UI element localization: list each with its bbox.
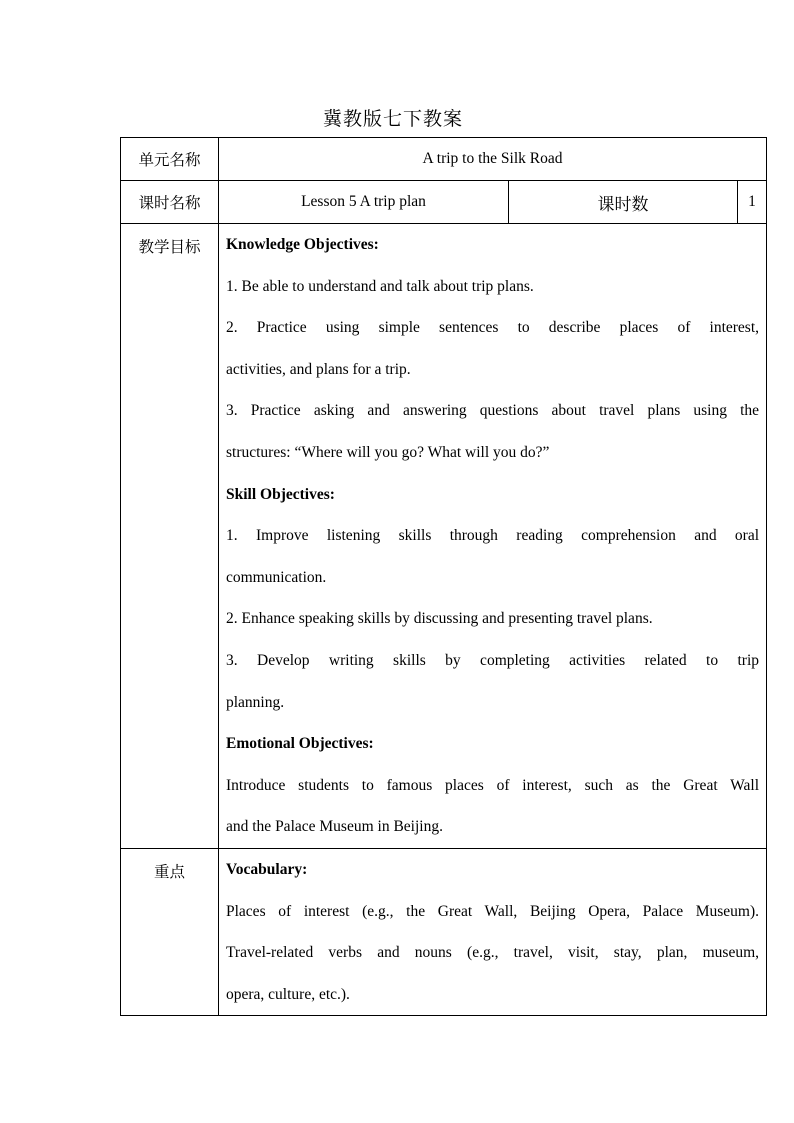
skill-item-1-line-2: communication. (226, 568, 327, 586)
key-points-row (121, 848, 767, 1015)
emotional-item-line-2: and the Palace Museum in Beijing. (226, 818, 443, 836)
unit-value: A trip to the Silk Road (219, 138, 767, 181)
lesson-count-label: 课时数 (509, 181, 738, 224)
skill-item-1-line-1: 1. Improve listening skills through reading comprehension and oral (226, 527, 760, 545)
lesson-row (121, 181, 767, 224)
skill-item-3-line-2: planning. (226, 693, 285, 711)
vocabulary-item-1: Places of interest (e.g., the Great Wall, Beijing Opera, Palace Museum). (226, 902, 760, 920)
skill-heading: Skill Objectives: (226, 485, 335, 503)
document-title-text: 冀教版七下教案 (322, 109, 463, 130)
vocabulary-heading: Vocabulary: (226, 860, 308, 878)
key-points-content (219, 848, 767, 1015)
vocabulary-item-2-line-1: Travel-related verbs and nouns (e.g., travel, visit, stay, plan, museum, (226, 944, 760, 962)
knowledge-heading: Knowledge Objectives: (226, 236, 379, 253)
skill-item-3-line-1: 3. Develop writing skills by completing activities related to trip (226, 651, 760, 669)
objectives-content (219, 224, 767, 849)
lesson-plan-table (120, 137, 767, 1016)
lesson-label: 课时名称 (121, 181, 219, 224)
document-title (0, 104, 794, 131)
knowledge-item-1: 1. Be able to understand and talk about trip plans. (226, 277, 534, 295)
knowledge-item-2-line-2: activities, and plans for a trip. (226, 360, 411, 378)
unit-label: 单元名称 (121, 138, 219, 181)
emotional-item-line-1: Introduce students to famous places of interest, such as the Great Wall (226, 776, 760, 794)
knowledge-item-2-line-1: 2. Practice using simple sentences to describe places of interest, (226, 319, 760, 337)
objectives-label: 教学目标 (121, 224, 219, 849)
unit-row (121, 138, 767, 181)
lesson-value: Lesson 5 A trip plan (219, 181, 509, 224)
knowledge-item-3-line-2: structures: “Where will you go? What will you do?” (226, 443, 550, 461)
emotional-heading: Emotional Objectives: (226, 735, 374, 753)
key-points-label: 重点 (121, 848, 219, 1015)
vocabulary-item-2-line-2: opera, culture, etc.). (226, 985, 350, 1003)
objectives-row (121, 224, 767, 849)
knowledge-item-3-line-1: 3. Practice asking and answering questions about travel plans using the (226, 402, 760, 420)
skill-item-2: 2. Enhance speaking skills by discussing and presenting travel plans. (226, 610, 653, 628)
lesson-count-value: 1 (738, 181, 767, 224)
